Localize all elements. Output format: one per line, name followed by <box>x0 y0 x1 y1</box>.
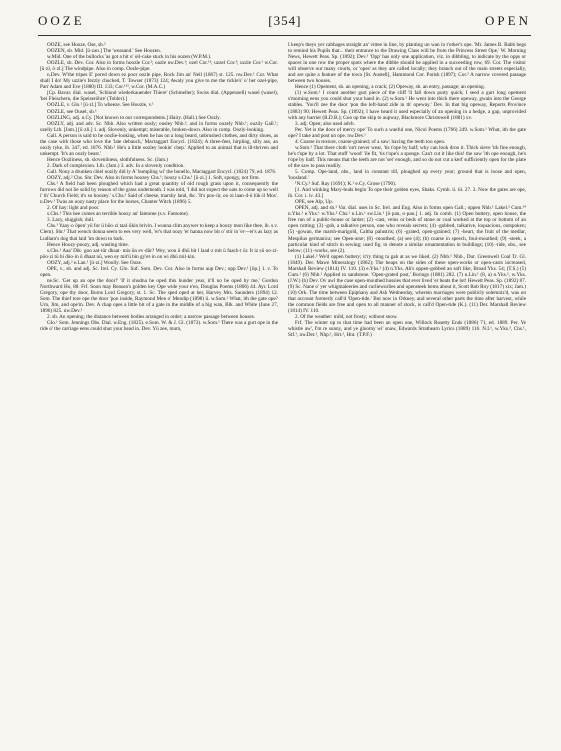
left-column <box>40 42 278 742</box>
entry-paragraph: Frf. The winter up to that time had been an open one, Willock Rosetty Ends (1886) 71, ed. 1889. Per. Ye whistle aw', I'm re sunny, and ye gloomy wi' snaw, Edwards Strathearn Lyrics (1889) 116. N.I.¹, w.Yks.³, Chs.¹, Stf.¹, nw.Der.¹, Nhp.¹, Hrt.², Hnt. (T.P.F.) <box>288 320 526 339</box>
entry-paragraph: OOZY, adj.² Chs. Shr. Dev. Also in forms hoozey Chs.¹; hoozy s.Chs.¹ [ū·zi.] 1. Soft, spongy, not firm. <box>47 175 260 182</box>
entry-paragraph: s.Chs.¹ Aaa' Dik· goo aat·tūr dhaat· mis·ūn ev·dūr? Wey, won ū dhū bit l laad·z mit ū faach·t ūr. It iz sū oo·zi-pōo·zi tū bi dōo·in ū dhaat nū, wen ey mit'ū bin gy'et·in on wi dhū mil·kin. <box>40 247 278 260</box>
entry-paragraph: 2. sb. An opening; the distance between bodies arranged in order; a narrow passage between houses. <box>47 314 256 321</box>
entry-paragraph: 2. Of the weather: mild, not frosty; without snow. <box>295 314 398 321</box>
entry-paragraph: OOZLE, see Ousel, sb.¹ <box>47 108 97 115</box>
entry-paragraph: OOZLE, v. Glo.¹ [ū·zl.] To wheeze. See Hoozle, v.¹ <box>47 102 154 109</box>
entry-paragraph: ne.Sc. 'Get up an ope the door!' 'If it shudna be oped this hunder year, it'll no be oped by me,' Gordon Northward Ho, 88. Frf. Soon may Reason's golden key Ope wide your e'en, Douglas Poems (1806) 44. Ayr. Lord Gregory, ope thy door, Burns Lord Gregory, st. 1. Sc. The sped oped at her, Harvey Mrs. Saunders (1894) 12. Som. The thief tore ope the door 'pon inside, Raymond Men o' Mendip (1898) ii. w.Som.¹ What, ith the gate ope? Urn, Jim, and ope'm. Dev. A chap opes a little bit of a gate in the middle of a big wan, Blk. and White (June 27, 1896) 825. nw.Dev.¹ <box>40 277 278 315</box>
entry-paragraph: 4. Coarse in texture, coarse-grained; of a saw: having the teeth too open. <box>295 138 446 145</box>
entry-paragraph: OOZLING, adj. n.Cy. [Not known to our correspondents.] Hairy. (Hall.) See Oozly. <box>47 114 221 121</box>
entry-paragraph: w.Som.¹ That there cloth 'on't never wear, 'tis t'ope by half; why can look droo it. Thick sieve 'ith fine enough, he's t'ope by a lot. That stuff 'wood' 'ile fit, 'tis t'ope's a sponge. Can't cut it like this! the saw 'ith ope enough, he's t'ope by half. This means that the teeth are not 'set' enough, and so do not cut a kerf sufficiently open for the plate of the saw to pass readily. <box>288 144 526 169</box>
header-rule <box>38 35 531 36</box>
entry-paragraph: Hence Oozliness, sb. slovenliness, slothfulness. Sc. (Jam.) <box>47 156 169 163</box>
entry-paragraph: s.Chs.¹ This hee comes an terrible hoozy an' fantome (s.v. Fantome). <box>47 211 189 218</box>
page-number: [354] <box>268 13 302 28</box>
entry-paragraph: OPE, see Alp, Up. <box>295 199 334 206</box>
entry-paragraph: OOZY, adj.² e.Lan.¹ [ū·zi.] Woolly. See Ooze. <box>47 259 143 266</box>
entry-paragraph: (1) Lakel.² We'd oppen buttery; it'ry thing ta gab at as we liked. (2) Nhb.¹ Nhb., Dur. Greenwell Coal Tr. Gl. (1849). Der. Mawe Mineralogy (1802); The heaps on the sides of these open-works or open-casts increased, Marshall Review (1814) IV. 110. (3) e.Yks.¹ (4) n.Yks. Ah's oppen-gobbed an soft like, Broad Yks. 54; (T.S.) (5) Cum.¹ (6) Nhb.¹ Applied to sandstone. 'Open-grated post,' Borings (1881) 282. (7) n.Lin.¹ (8, a) n.Yks.², w.Yks. (J.W.) (b) Dev. Ov awl the cuse open-mouthed hussies that ever lived 'er beats the lot! Hewett Peas. Sp. (1892) 87. (9) Sc. Nane o' yer whigmaleeries and curliewurlies and opensteek hems about it, Scott Rob Roy (1817) xix; Jam.) (10) Ork. The time between Epiphany and Ash Wednesday, wherein marriages were publicly solemniz'd, was on that account formerly call'd 'Open-tide.' But now in Orkney, and several other parts the time after harvest, while the common fields are free and open to all manner of stock, is call'd Open-tide (K.). (11) Der. Marshall Review (1814) IV. 110. <box>288 253 526 315</box>
entry-paragraph: OOZLY, adj. and adv. Sc. Nhb. Also written oosly; ousley Nhb.¹; and in forms oozely Nhb.¹; ouzily Gall.¹; ozelly Lth. [Jam.] [ū·zli.] 1. adj. Slovenly, unkempt; miserable, broken-down. Also in comp. Oozly-looking. <box>40 120 278 133</box>
entry-paragraph: w.Mid. One of the bullocks 'as got a bit o' oil-cake stuck in his oozen (W.P.M.). <box>47 54 212 61</box>
header-right-word: OPEN <box>485 13 531 28</box>
entry-paragraph: Per. Yet is the door of mercy ope' To such a waeful one, Nicol Poems (1766) 249. w.Som.¹ What, ith the gate ope? I take and post un ope. nw.Dev.¹ <box>288 126 526 139</box>
entry-paragraph: Gall. A person is said to be oozlie-looking, when he has on a long beard, unbrushed clothes, and dirty shoes, as the case with those who love the 'late debauch,' Mactaggart Encycl. (1824); A three-feet, hirpling, silly ass, an oozly tyke, ib. 347, ed. 1876. Nhb.¹ He's a little oozley lookin' chep.' Applied to an animal that is ill-thriven and unkempt. 'It's an oozly beast.' <box>40 132 278 157</box>
entry-paragraph: 3. adj. Open; also used advb. <box>295 120 355 127</box>
entry-paragraph: 5. Comp. Ope-land, obs., land in constant till, ploughed up every year; ground that is loose and open, 'loosland.' <box>288 168 526 182</box>
right-column <box>288 42 526 742</box>
entry-paragraph: [Cp. Bavar. dial. wasel, 'Schlund wiederkauender Thiere' (Schmeller); Swiss dial. (Appenzell) wasel (wasel), 'bei Fleischern, die Speiseröhre' (Tobler).] <box>40 90 278 103</box>
entry-paragraph: 2. Of hay: light and poor. <box>47 205 100 212</box>
entry-paragraph: ¹N.Cy.² Suf. Ray (1691); K.¹ e.Cy. Grose (1790). <box>295 181 397 188</box>
entry-paragraph: Chs.¹ A field had been ploughed which had a great quantity of old rough grass upon it, consequently the furrows did not lie solid by reason of the grass underneath. I was told, 'I did not expect the oats to come up so well i' th' Church Field; it's so hoozey.' s.Chs.¹ Said of cheese, marshy land, &c. 'It's poo·ūr, oo·zi laan·d-ū lūk·il Mos'. n.Dev.¹ Twas an oozy nasty place for the horses, Chanter Witch (1896) 5. <box>40 181 278 206</box>
entry-paragraph: I keep's theys yer cabbages straight an' vittee in line, by planting un wan in t'other's ope. 'Mr. James B. Babb begs to remind his Pupils that... their entrance to the Drawing Class will be from the Princess Street Ope,' W. Morning News, Hewett Peas. Sp. (1892); Dev.¹ 'Opp' has only one application, viz. in dibbling, to indicate by the opps or spaces in one row the proper spots where the dibble should be applied in a succeeding row, 69. Cor. The visitor will observe our many courts, or 'opes' as they are called locally; they branch out of the main streets especially, and are quite a feature of the town [St. Austell], Hammond Cor. Parish (1897); Cor.² A narrow covered passage between two houses. <box>288 42 526 85</box>
entry-paragraph: OOZE, see Hooze, Ose, sb.² <box>47 42 106 48</box>
page-header <box>38 10 531 32</box>
entry-paragraph: 2. Dark of complexion. Lth. (Jam.) 3. adv. In a slovenly condition. <box>47 162 185 169</box>
entry-paragraph: OOZLE, sb. Dev. Cor. Also in forms hoozle Cor.²; oazle nw.Dev.¹; ozel Cor.¹²; uzzel Cor.³; uzzle Cor.¹ w.Cor. [ū·zl, ō·zl.] The windpipe. Also in comp. Oozle-pipe. <box>40 60 278 73</box>
header-left-word: OOZE <box>38 13 85 28</box>
entry-paragraph: [1. And winking Mary-buds begin To ope their golden eyes, Shaks. Cymb. ii. iii. 27. 3. Now the gates are ope, ib. Cor. i. iv. 43.] <box>288 187 526 200</box>
entry-paragraph: (1) w.Som.¹ I count another gurt piece of the cliff 'll fall down purty quick; I seed a gurt long opement s'morning eens you could shut your hand in. (2) w.Som.¹ He went into thick there opeway, gwain into the George stables. 'You'll zee the door 'pon the left-hand zide in th' opeway.' Dev. In that big opeway, Reports Province (1883) 90; Hewett Peas. Sp. (1892); I have heard it used especially of an opening in a hedge, a gap, unprovided with any barrier (R.D.B.); Goo up the skip to aupway, Blackmore Christowell (1881) xv. <box>288 90 526 121</box>
entry-paragraph: Chs.¹ Yaay·o ōpen' yū for ū hōo·zi taal·ūkin brivin. I wunna clim anywer to keep a hoozy mon like thee, ib. s.v. Clem). Shr.¹ That wench donna seem to ees very well, 'er's that oozy 'er hanna now bit o' stir in 'er—er's as lazy as Ludlam's dog that laid 'im down to bark. <box>40 223 278 242</box>
entry-paragraph: OPE, v., sb. and adj. Sc. Irel. Cy. Glo. Suf. Som. Dev. Cor. Also in forms aup Dev.; opp Dev.¹ [ōp.] 1. v. To open. <box>40 265 278 278</box>
entry-paragraph: Glo.¹ Som. Jennings Obs. Dial. w.Eng. (1825). e.Som. W. & J. Gl. (1873). w.Som.¹ There was a gurt ope in the ride o' the carriage eens could shut your head in. Dev. Yū zee, mum, <box>40 320 278 333</box>
entry-paragraph: OPEN, adj. and sb.¹ Var. dial. uses in Sc. Irel. and Eng. Also in forms open Gall.; oppen Nhb.¹ Lakel.² Cum.¹⁴ n.Yks.² e.Yks.¹ w.Yks.² Chs.¹ n.Lin.¹ sw.Lin.¹ [ō·pan, o·pan.] 1. adj. In comb. (1) Open buttery, open house, the free run of a public-house or larder; (2) -cast, veins or beds of stone or coal worked at the top or bottom of an open cutting; (3) -gob, a talkative person, one who reveals secrets; (4) -gobbed, talkative, loquacious, outspoken; (5) -gowan, the marsh-marigold, Caltha palustris; (6) -grated, open-grained; (7) -heart, the fruit of the medlar, Mespilus germanica; see Open-arse; (8) -mouthed, (a) see (4); (b) coarse in speech, foul-mouthed; (9) -steek, a particular kind of stitch in sewing; used fig. to denote a similar ornamentation in buildings; (10) -tide, obs., see below; (11) -works, see (2). <box>288 205 526 254</box>
entry-paragraph: Gall. Nony a drunken chiel oozily did ly A' bumpling wi' the bonello, Mactaggart Encycl. (1824) 79, ed. 1876. <box>47 168 277 175</box>
entry-paragraph: n.Dev. W'the tripes E' pored down ez poor oozle pipe, Rock Jim an' Nell (1867) st. 125. nw.Dev.¹ Cor. What shall I do! My uzzle's fezzly chucked, T. Towser (1873) 124; Awaly you give to me the tickle's' o' her ozel-pipe, Parr Adam and Eve (1880) III. 133; Cor.¹²³, w.Cor. (M.A.C.) <box>40 72 278 91</box>
entry-paragraph: Hence (1) Opement, sb. an opening, a crack; (2) Opeway, sb. an entry, passage; an opening. <box>295 84 486 91</box>
entry-paragraph: 3. Lazy, sluggish; dull. <box>47 217 95 224</box>
entry-paragraph: OOZEN, sb. Mid. [ū·zən.] The 'weasand.' See Hoozen. <box>47 48 161 55</box>
entry-paragraph: Hence Hoozy-poozy, adj. wasting time. <box>47 241 129 248</box>
